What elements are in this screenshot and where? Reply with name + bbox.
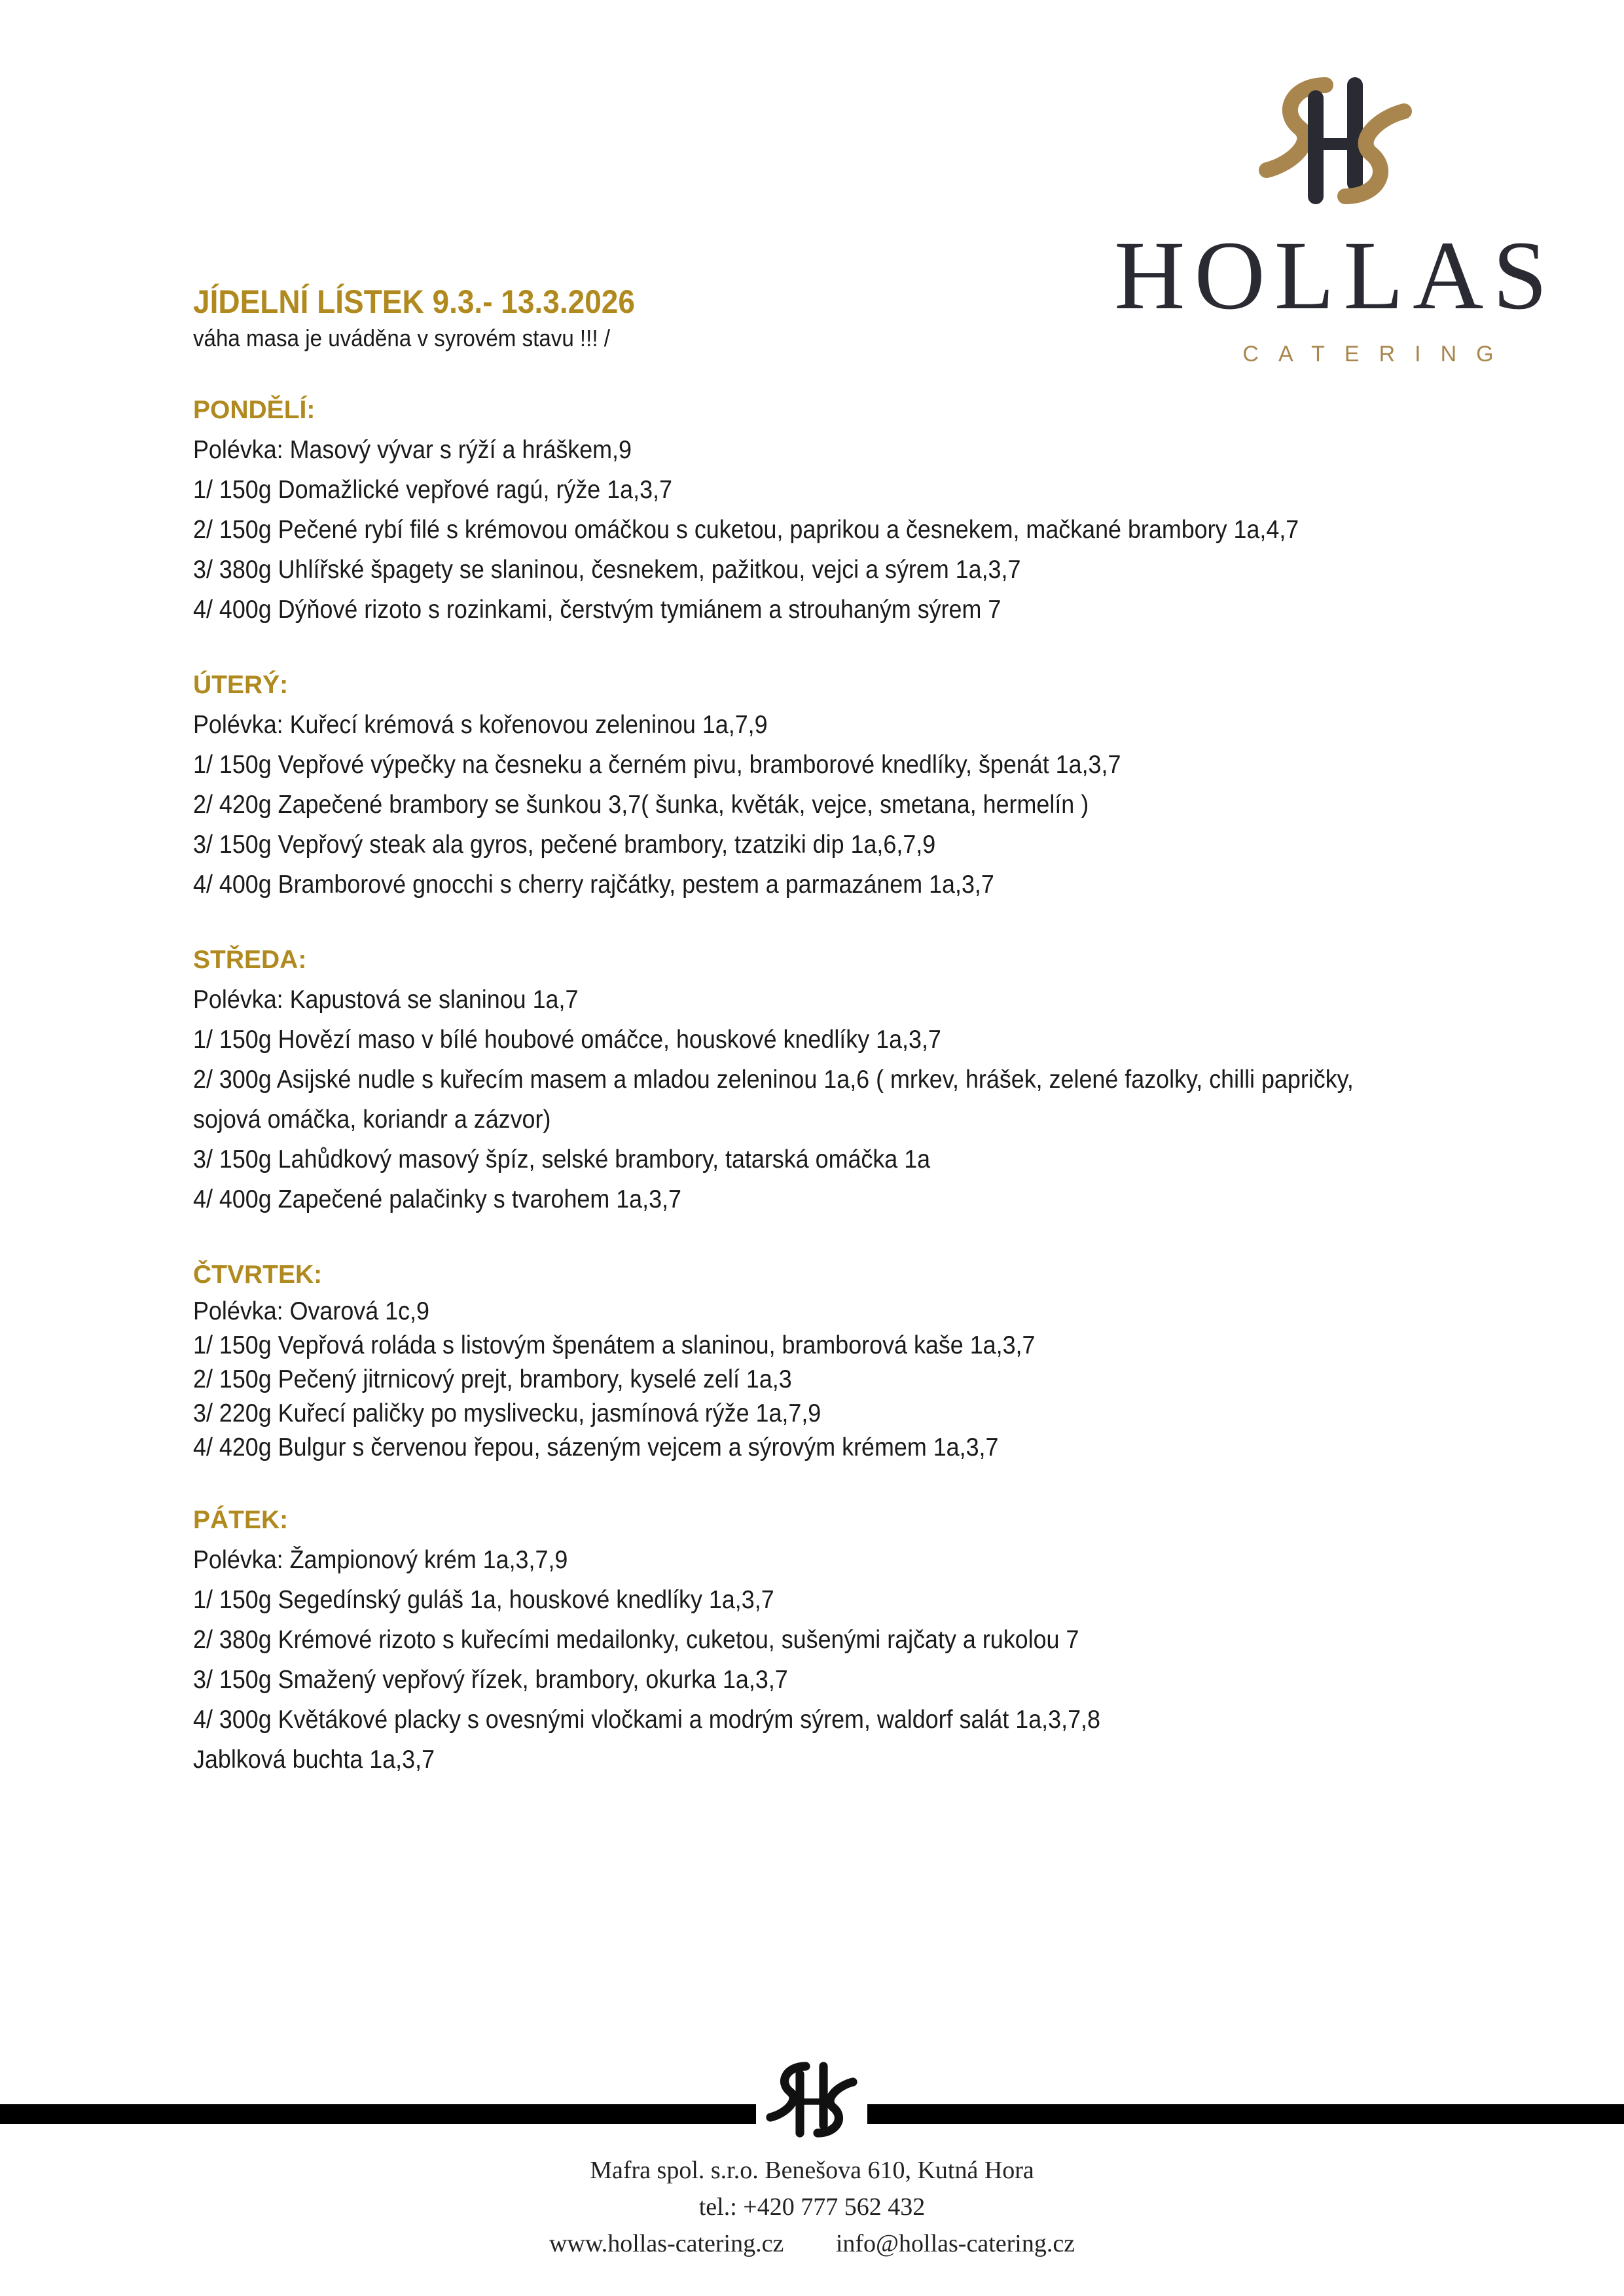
menu-title: JÍDELNÍ LÍSTEK 9.3.- 13.3.2026: [193, 283, 635, 320]
brand-name: HOLLAS: [1114, 221, 1557, 330]
menu-item: Polévka: Kuřecí krémová s kořenovou zeleninou 1a,7,9: [193, 711, 768, 739]
menu-item: Polévka: Ovarová 1c,9: [193, 1297, 429, 1325]
day-heading: ČTVRTEK:: [193, 1261, 323, 1289]
menu-note: váha masa je uváděna v syrovém stavu !!! /: [193, 325, 610, 351]
menu-item: 2/ 420g Zapečené brambory se šunkou 3,7( šunka, květák, vejce, smetana, hermelín ): [193, 791, 1089, 819]
menu-item: 1/ 150g Vepřová roláda s listovým špenátem a slaninou, bramborová kaše 1a,3,7: [193, 1331, 1036, 1359]
day-thursday: [193, 1255, 1535, 1465]
menu-item: Polévka: Masový vývar s rýží a hráškem,9: [193, 436, 632, 464]
day-monday: [193, 391, 1535, 630]
menu-item: 3/ 150g Lahůdkový masový špíz, selské brambory, tatarská omáčka 1a: [193, 1145, 931, 1174]
menu-item: 4/ 300g Květákové placky s ovesnými vločkami a modrým sýrem, waldorf salát 1a,3,7,8: [193, 1706, 1100, 1734]
menu-item: 2/ 300g Asijské nudle s kuřecím masem a mladou zeleninou 1a,6 ( mrkev, hrášek, zelené fazolky, chilli papričky,: [193, 1066, 1354, 1094]
day-friday: [193, 1501, 1535, 1780]
footer-company: Mafra spol. s.r.o. Benešova 610, Kutná Hora: [590, 2157, 1034, 2184]
day-tuesday: [193, 666, 1535, 905]
menu-item: 2/ 380g Krémové rizoto s kuřecími medailonky, cuketou, sušenými rajčaty a rukolou 7: [193, 1626, 1079, 1654]
menu-item: 3/ 380g Uhlířské špagety se slaninou, česnekem, pažitkou, vejci a sýrem 1a,3,7: [193, 556, 1021, 584]
menu-item: 1/ 150g Hovězí maso v bílé houbové omáčce, houskové knedlíky 1a,3,7: [193, 1026, 941, 1054]
footer-website-link[interactable]: www.hollas-catering.cz: [549, 2230, 784, 2257]
day-heading: PÁTEK:: [193, 1506, 289, 1534]
menu-item: Jablková buchta 1a,3,7: [193, 1746, 435, 1774]
menu-item: 1/ 150g Vepřové výpečky na česneku a černém pivu, bramborové knedlíky, špenát 1a,3,7: [193, 751, 1121, 779]
menu-item: 3/ 220g Kuřecí paličky po myslivecku, jasmínová rýže 1a,7,9: [193, 1399, 821, 1427]
menu-item: 4/ 400g Zapečené palačinky s tvarohem 1a,3,7: [193, 1185, 681, 1213]
footer-email-link[interactable]: info@hollas-catering.cz: [835, 2230, 1075, 2257]
footer: [0, 2152, 1624, 2262]
brand-tagline: CATERING: [1242, 342, 1513, 367]
day-wednesday: [193, 941, 1535, 1219]
menu-item: 1/ 150g Domažlické vepřové ragú, rýže 1a,3,7: [193, 476, 672, 504]
hollas-monogram-icon: [1254, 72, 1417, 209]
menu-item: 4/ 400g Bramborové gnocchi s cherry rajčátky, pestem a parmazánem 1a,3,7: [193, 870, 994, 899]
menu-item: 1/ 150g Segedínský guláš 1a, houskové knedlíky 1a,3,7: [193, 1586, 774, 1614]
menu-item: sojová omáčka, koriandr a zázvor): [193, 1105, 551, 1134]
footer-logo: [756, 2047, 867, 2165]
menu-item: 4/ 420g Bulgur s červenou řepou, sázeným vejcem a sýrovým krémem 1a,3,7: [193, 1433, 999, 1462]
menu-item: Polévka: Kapustová se slaninou 1a,7: [193, 986, 579, 1014]
day-heading: PONDĚLÍ:: [193, 396, 316, 424]
hollas-monogram-icon: [763, 2051, 861, 2149]
menu-item: 2/ 150g Pečené rybí filé s krémovou omáčkou s cuketou, paprikou a česnekem, mačkané brambory 1a,4,7: [193, 516, 1299, 544]
menu-item: 3/ 150g Smažený vepřový řízek, brambory, okurka 1a,3,7: [193, 1666, 788, 1694]
menu-item: Polévka: Žampionový krém 1a,3,7,9: [193, 1546, 568, 1574]
menu-content: [193, 281, 1535, 1780]
footer-phone: tel.: +420 777 562 432: [698, 2193, 926, 2221]
day-heading: STŘEDA:: [193, 946, 307, 974]
day-heading: ÚTERÝ:: [193, 671, 289, 699]
menu-item: 4/ 400g Dýňové rizoto s rozinkami, čerstvým tymiánem a strouhaným sýrem 7: [193, 596, 1001, 624]
menu-item: 2/ 150g Pečený jitrnicový prejt, brambory, kyselé zelí 1a,3: [193, 1365, 792, 1393]
menu-item: 3/ 150g Vepřový steak ala gyros, pečené brambory, tzatziki dip 1a,6,7,9: [193, 831, 936, 859]
